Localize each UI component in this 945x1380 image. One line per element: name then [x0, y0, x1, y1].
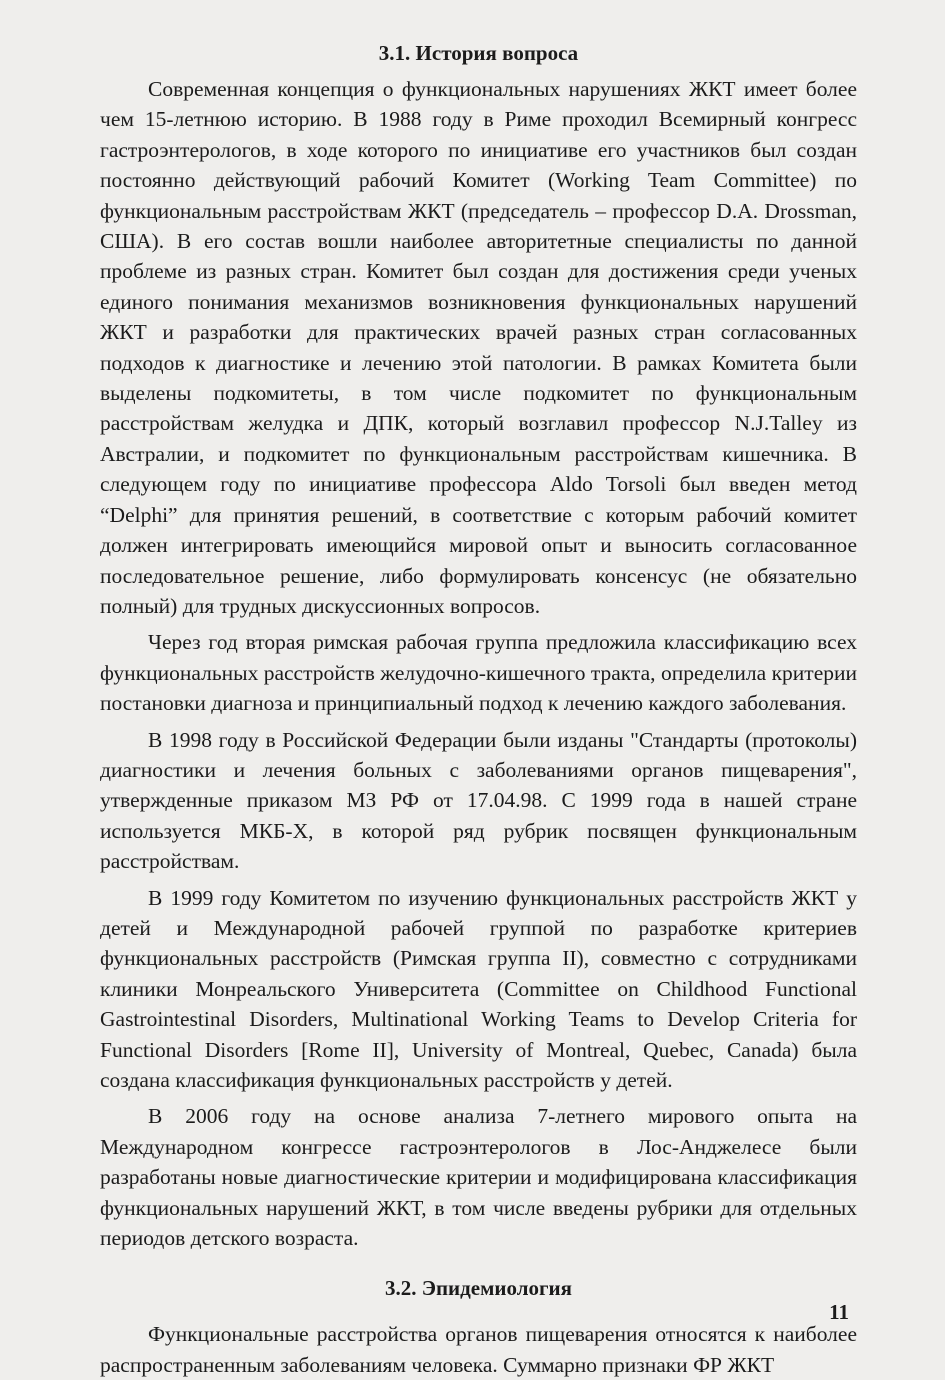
paragraph-epidemiology-1: Функциональные расстройства органов пищеварения относятся к наиболее распространенным заболеваниям человека. Суммарно признаки ФР ЖКТ [100, 1322, 857, 1377]
section-heading-history: 3.1. История вопроса [378, 41, 579, 65]
paragraph-history-4: В 1999 году Комитетом по изучению функциональных расстройств ЖКТ у детей и Международной рабочей группой по разработке критериев функциональных расстройств (Римская группа II), совместно с сотрудниками клиники Монреальского Университета (Committee on Childhood Functional Gastrointestinal Disorders, Multinational Working Teams to Develop Criteria for Functional Disorders [Rome II], University of Montreal, Quebec, Canada) была создана классификация функциональных расстройств у детей. [100, 885, 857, 1092]
section-heading-epidemiology: 3.2. Эпидемиология [384, 1276, 573, 1301]
page-number: 11 [829, 1300, 849, 1324]
paragraph-history-2: Через год вторая римская рабочая группа предложила классификацию всех функциональных расстройств желудочно-кишечного тракта, определила критерии постановки диагноза и принципиальный подход к лечению каждого заболевания. [100, 630, 857, 716]
paragraph-history-3: В 1998 году в Российской Федерации были изданы "Стандарты (протоколы) диагностики и лечения больных с заболеваниями органов пищеварения", утвержденные приказом МЗ РФ от 17.04.98. С 1999 года в нашей стране используется МКБ-Х, в которой ряд рубрик посвящен функциональным расстройствам. [100, 727, 857, 874]
paragraph-history-1: Современная концепция о функциональных нарушениях ЖКТ имеет более чем 15-летнюю историю. В 1988 году в Риме проходил Всемирный конгресс гастроэнтерологов, в ходе которого по инициативе его участников был создан постоянно действующий рабочий Комитет (Working Team Committee) по функциональным расстройствам ЖКТ (председатель – профессор D.A. Drossman, США). В его состав вошли наиболее авторитетные специалисты по данной проблеме из разных стран. Комитет был создан для достижения среди ученых единого понимания механизмов возникновения функциональных нарушений ЖКТ и разработки для практических врачей разных стран согласованных подходов к диагностике и лечению этой патологии. В рамках Комитета были выделены подкомитеты, в том числе подкомитет по функциональным расстройствам желудка и ДПК, который возглавил профессор N.J.Talley из Австралии, и подкомитет по функциональным расстройствам кишечника. В следующем году по инициативе профессора Aldo Torsoli был введен метод “Delphi” для принятия решений, в соответствие с которым рабочий комитет должен интегрировать имеющийся мировой опыт и выносить согласованное последовательное решение, либо формулировать консенсус (не обязательно полный) для трудных дискуссионных вопросов. [100, 77, 857, 618]
paragraph-history-5: В 2006 году на основе анализа 7-летнего мирового опыта на Международном конгрессе гастроэнтерологов в Лос-Анджелесе были разработаны новые диагностические критерии и модифицирована классификация функциональных нарушений ЖКТ, в том числе введены рубрики для отдельных периодов детского возраста. [100, 1104, 857, 1251]
